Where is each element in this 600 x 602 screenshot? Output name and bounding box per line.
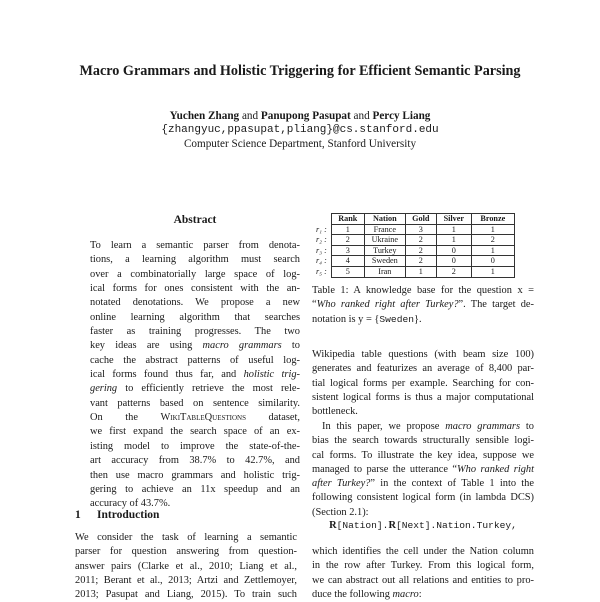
body-line: Wikipedia table questions (with beam size 100) xyxy=(312,349,534,360)
section-title: Introduction xyxy=(97,509,160,521)
table-cell: 2 xyxy=(331,235,364,246)
text-span: dataset, xyxy=(246,412,300,424)
emphasis-text: macro xyxy=(392,588,419,600)
table-cell: 2 xyxy=(405,256,436,267)
table-row xyxy=(314,235,514,246)
table-cell: 1 xyxy=(436,235,471,246)
table-cell: 3 xyxy=(331,245,364,256)
text-span: notation is y = { xyxy=(312,313,380,325)
body-line xyxy=(312,463,534,477)
emphasis-text: after Turkey? xyxy=(312,478,371,490)
abstract-line: ical forms for ones consistent with the an- xyxy=(90,283,300,295)
body-line: we can abstract out all relations and entities to pro- xyxy=(312,574,534,586)
code-text: Sweden xyxy=(379,313,414,325)
table-cell: Turkey xyxy=(364,245,405,256)
formula-text: [Next].Nation.Turkey, xyxy=(395,520,517,531)
text-span: }. xyxy=(413,313,422,325)
text-span: “ xyxy=(312,299,317,311)
author-separator: and xyxy=(241,110,259,122)
text-span: to efficiently retrieve the most rele- xyxy=(117,383,300,395)
formula-text: [Nation]. xyxy=(336,520,389,531)
abstract-line xyxy=(90,368,300,382)
section-number: 1 xyxy=(75,509,81,521)
row-label: r₃ : xyxy=(316,245,327,255)
body-line: which identifies the cell under the Nation column xyxy=(312,546,534,557)
row-label: r₁ : xyxy=(316,224,327,234)
knowledge-base-table xyxy=(314,213,515,278)
emphasis-text: macro grammars xyxy=(202,340,282,352)
author-name: Panupong Pasupat xyxy=(260,110,351,122)
author-emails: {zhangyuc,ppasupat,pliang}@cs.stanford.edu xyxy=(161,124,439,136)
row-label: r₂ : xyxy=(316,235,327,245)
emphasis-text: holistic trig- xyxy=(243,369,300,381)
author-name: Yuchen Zhang xyxy=(169,110,240,122)
column-header: Bronze xyxy=(471,214,514,225)
dataset-name: WikiTableQuestions xyxy=(160,412,246,424)
intro-paragraph xyxy=(75,531,297,602)
emphasis-text: macro grammars xyxy=(445,421,521,432)
abstract-line: faster as training progresses. The two xyxy=(90,326,300,338)
formula-operator: R xyxy=(329,520,337,531)
table-cell: 1 xyxy=(436,224,471,235)
body-line: answer pairs (Clarke et al., 2010; Liang et al., xyxy=(75,560,297,572)
text-span: duce the following xyxy=(312,588,393,600)
table-cell: 0 xyxy=(436,256,471,267)
body-paragraph xyxy=(312,420,534,520)
author-affiliation: Computer Science Department, Stanford University xyxy=(183,138,417,150)
table-row xyxy=(314,256,514,267)
body-line: 2013; Pasupat and Liang, 2015). To train such xyxy=(75,589,297,601)
body-line: We consider the task of learning a semantic xyxy=(75,532,297,543)
body-line: cal forms. To illustrate the key idea, suppose we xyxy=(312,449,534,461)
abstract-line: notated denotations. We propose a new xyxy=(90,297,300,309)
table-cell: 1 xyxy=(471,224,514,235)
logical-form-formula xyxy=(312,520,534,531)
caption-line xyxy=(312,313,534,327)
text-span: On the xyxy=(90,412,161,424)
table-caption xyxy=(312,284,534,327)
table-cell: 2 xyxy=(471,235,514,246)
table-cell: Iran xyxy=(364,266,405,277)
abstract-line: To learn a semantic parser from denota- xyxy=(90,240,300,251)
author-list xyxy=(0,110,600,122)
abstract-line: art accuracy from 38.7% to 42.7%, and xyxy=(90,455,300,467)
table-cell: 0 xyxy=(436,245,471,256)
body-line: 2011; Berant et al., 2013; Artzi and Zettlemoyer, xyxy=(75,574,297,586)
body-line: generates and featurizes an average of 8,400 par- xyxy=(312,363,534,375)
table-header-row xyxy=(314,214,514,225)
table-cell: 4 xyxy=(331,256,364,267)
table-cell: 3 xyxy=(405,224,436,235)
emphasis-text: gering xyxy=(90,383,118,395)
body-line: parser for question answering from question- xyxy=(75,546,297,558)
text-span: In this paper, we propose xyxy=(322,421,446,432)
abstract-line: isting model to improve the state-of-the- xyxy=(90,440,300,452)
table-corner xyxy=(314,214,331,225)
table-row xyxy=(314,224,514,235)
emphasis-text: Who ranked right after Turkey? xyxy=(316,299,459,311)
table-cell: 1 xyxy=(471,266,514,277)
body-paragraph xyxy=(312,348,534,419)
body-line: bottleneck. xyxy=(312,406,358,418)
row-label: r₄ : xyxy=(316,256,327,266)
table-cell: 2 xyxy=(405,235,436,246)
text-span: to xyxy=(281,340,300,352)
author-separator: and xyxy=(353,110,370,122)
body-line xyxy=(312,477,534,491)
abstract-line: then use macro grammars and holistic trig- xyxy=(90,469,300,481)
table-cell: Ukraine xyxy=(364,235,405,246)
abstract-line: vant patterns based on sentence similarity. xyxy=(90,397,300,409)
abstract-line xyxy=(90,382,300,396)
body-line: following consistent logical form (in lambda DCS) xyxy=(312,492,534,504)
body-line: sistent logical forms is thus a major computational xyxy=(312,391,534,403)
column-header: Nation xyxy=(364,214,405,225)
table-cell: 5 xyxy=(331,266,364,277)
text-span: managed to parse the utterance “ xyxy=(312,463,458,475)
row-label: r₅ : xyxy=(316,266,327,276)
emphasis-text: Who ranked right xyxy=(457,463,534,475)
caption-line xyxy=(312,298,534,312)
table-cell: 2 xyxy=(436,266,471,277)
abstract-line: accuracy of 43.7%. xyxy=(90,498,171,510)
table-cell: 1 xyxy=(405,266,436,277)
abstract-body xyxy=(90,239,300,512)
abstract-line: over a combinatorially large space of log- xyxy=(90,268,300,280)
table-row xyxy=(314,266,514,277)
text-span: to xyxy=(520,421,534,432)
body-line: in the row after Turkey. From this logical form, xyxy=(312,560,534,572)
table-cell: 0 xyxy=(471,256,514,267)
abstract-line: cache the abstract patterns of useful log- xyxy=(90,354,300,366)
text-span: ” in the context of Table 1 into the xyxy=(370,478,534,490)
abstract-line: tions, a learning algorithm must search xyxy=(90,254,300,266)
text-span: ”. The target de- xyxy=(458,299,534,311)
abstract-line: gering to achieve an 11x speedup and an xyxy=(90,483,300,495)
body-line: (Section 2.1): xyxy=(312,506,369,518)
abstract-line xyxy=(90,339,300,353)
text-span: : xyxy=(418,588,422,600)
formula-operator: R xyxy=(388,520,396,531)
column-header: Silver xyxy=(436,214,471,225)
abstract-line: online learning algorithm that searches xyxy=(90,311,300,323)
section-heading xyxy=(75,509,159,521)
body-paragraph xyxy=(312,545,534,602)
text-span: key ideas are using xyxy=(90,340,203,352)
table-cell: Sweden xyxy=(364,256,405,267)
table-cell: 1 xyxy=(471,245,514,256)
abstract-heading: Abstract xyxy=(173,214,217,226)
body-line xyxy=(312,420,534,434)
abstract-line xyxy=(90,411,300,425)
paper-title: Macro Grammars and Holistic Triggering for Efficient Semantic Parsing xyxy=(79,63,521,79)
table-cell: 2 xyxy=(405,245,436,256)
abstract-line: we first expand the search space of an ex- xyxy=(90,426,300,438)
column-header: Gold xyxy=(405,214,436,225)
body-line: tial logical forms per example. Searching for con- xyxy=(312,377,534,389)
table-cell: France xyxy=(364,224,405,235)
author-name: Percy Liang xyxy=(372,110,431,122)
text-span: ical forms found thus far, and xyxy=(90,369,244,381)
table-cell: 1 xyxy=(331,224,364,235)
table xyxy=(314,213,515,278)
caption-line: Table 1: A knowledge base for the question x = xyxy=(312,285,534,296)
table-row xyxy=(314,245,514,256)
body-line: bias the search towards structurally sensible logi- xyxy=(312,435,534,447)
column-header: Rank xyxy=(331,214,364,225)
